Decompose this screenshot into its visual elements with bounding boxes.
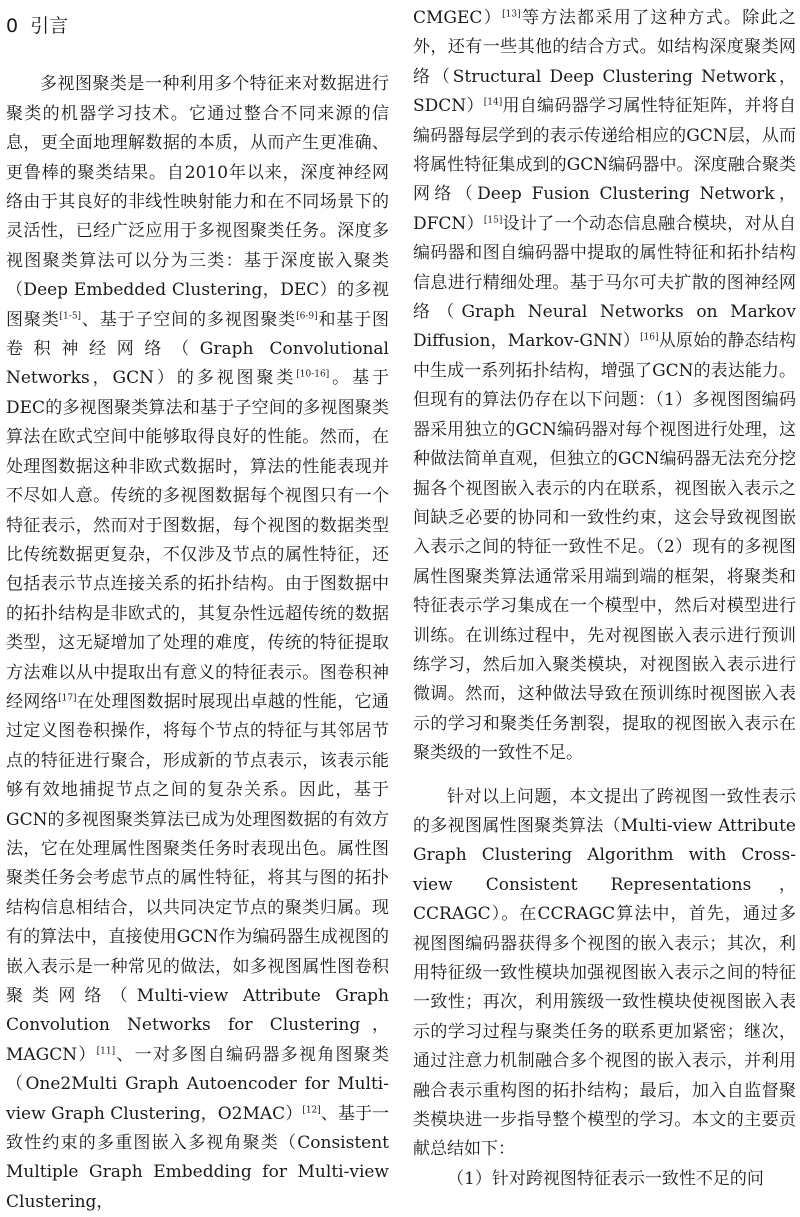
intro-paragraph-2: 针对以上问题，本文提出了跨视图一致性表示的多视图属性图聚类算法（Multi-view Attribute Graph Clustering Algorithm with Cross-view Consistent Representations，CCRAGC）。在CCRAGC算法中，首先，通过多视图图编码器获得多个视图的嵌入表示；其次，利用特征级一致性模块加强视图嵌入表示之间的特征一致性；再次，利用簇级一致性模块使视图嵌入表示的学习过程与聚类任务的联系更加紧密；继次，通过注意力机制融合多个视图的嵌入表示，并利用融合表示重构图的拓扑结构；最后，加入自监督聚类模块进一步指导整个模型的学习。本文的主要贡献总结如下： — [413, 786, 796, 1160]
citation: [11] — [96, 1046, 116, 1057]
left-column — [6, 12, 389, 1217]
intro-paragraph-1: 多视图聚类是一种利用多个特征来对数据进行聚类的机器学习技术。它通过整合不同来源的信息，更全面地理解数据的本质，从而产生更准确、更鲁棒的聚类结果。自2010年以来，深度神经网络由于其良好的非线性映射能力和在不同场景下的灵活性，已经广泛应用于多视图聚类任务。深度多视图聚类算法可以分为三类：基于深度嵌入聚类（Deep Embedded Clustering，DEC）的多视图聚类[1-5]、基于子空间的多视图聚类[6-9]和基于图卷积神经网络（Graph Convolutional Networks，GCN）的多视图聚类[10-16]。基于DEC的多视图聚类算法和基于子空间的多视图聚类算法在欧式空间中能够取得良好的性能。然而，在处理图数据这种非欧式数据时，算法的性能表现并不尽如人意。传统的多视图数据每个视图只有一个特征表示，然而对于图数据，每个视图的数据类型比传统数据更复杂，不仅涉及节点的属性特征，还包括表示节点连接关系的拓扑结构。由于图数据中的拓扑结构是非欧式的，其复杂性远超传统的数据类型，这无疑增加了处理的难度，传统的特征提取方法难以从中提取出有意义的特征表示。图卷积神经网络[17]在处理图数据时展现出卓越的性能，它通过定义图卷积操作，将每个节点的特征与其邻居节点的特征进行聚合，形成新的节点表示，该表示能够有效地捕捉节点之间的复杂关系。因此，基于GCN的多视图聚类算法已成为处理图数据的有效方法，它在处理属性图聚类任务时表现出色。属性图聚类任务会考虑节点的属性特征，将其与图的拓扑结构信息相结合，以共同决定节点的聚类归属。现有的算法中，直接使用GCN作为编码器生成视图的嵌入表示是一种常见的做法，如多视图属性图卷积聚类网络（Multi-view Attribute Graph Convolution Networks for Clustering，MAGCN）[11]、一对多图自编码器多视角图聚类（One2Multi Graph Autoencoder for Multi-view Graph Clustering，O2MAC）[12]、基于一致性约束的多重图嵌入多视角聚类（Consistent Multiple Graph Embedding for Multi-view Clustering， — [6, 74, 390, 1212]
citation: [14] — [483, 97, 503, 108]
citation: [13] — [502, 9, 521, 20]
section-heading — [6, 12, 389, 41]
citation: [15] — [483, 215, 503, 226]
citation: [17] — [58, 693, 77, 704]
citation: [6-9] — [296, 311, 318, 321]
section-number: 0 — [6, 15, 19, 37]
intro-paragraph-1-continued: CMGEC）[13]等方法都采用了这种方式。除此之外，还有一些其他的结合方式。如结构深度聚类网络（Structural Deep Clustering Network，SDCN）[14]用自编码器学习属性特征矩阵，并将自编码器每层学到的表示传递给相应的GCN层，从而将属性特征集成到的GCN编码器中。深度融合聚类网络（Deep Fusion Clustering Network，DFCN）[15]设计了一个动态信息融合模块，对从自编码器和图自编码器中提取的属性特征和拓扑结构信息进行精细处理。基于马尔可夫扩散的图神经网络（Graph Neural Networks on Markov Diffusion，Markov-GNN）[16]从原始的静态结构中生成一系列拓扑结构，增强了GCN的表达能力。但现有的算法仍存在以下问题：（1）多视图图编码器采用独立的GCN编码器对每个视图进行处理，这种做法简单直观，但独立的GCN编码器无法充分挖掘各个视图嵌入表示的内在联系，视图嵌入表示之间缺乏必要的协同和一致性约束，这会导致视图嵌入表示之间的特征一致性不足。（2）现有的多视图属性图聚类算法通常采用端到端的框架，将聚类和特征表示学习集成在一个模型中，然后对模型进行训练。在训练过程中，先对视图嵌入表示进行预训练学习，然后加入聚类模块，对视图嵌入表示进行微调。然而，这种做法导致在预训练时视图嵌入表示的学习和聚类任务割裂，提取的视图嵌入表示在聚类级的一致性不足。 — [413, 8, 797, 764]
right-column — [413, 4, 796, 1194]
citation: [1-5] — [59, 311, 82, 321]
contribution-item-1: （1）针对跨视图特征表示一致性不足的问 — [447, 1168, 764, 1189]
citation: [12] — [302, 1104, 321, 1115]
section-title: 引言 — [30, 15, 69, 37]
citation: [16] — [640, 332, 659, 343]
citation: [10-16] — [296, 369, 330, 380]
